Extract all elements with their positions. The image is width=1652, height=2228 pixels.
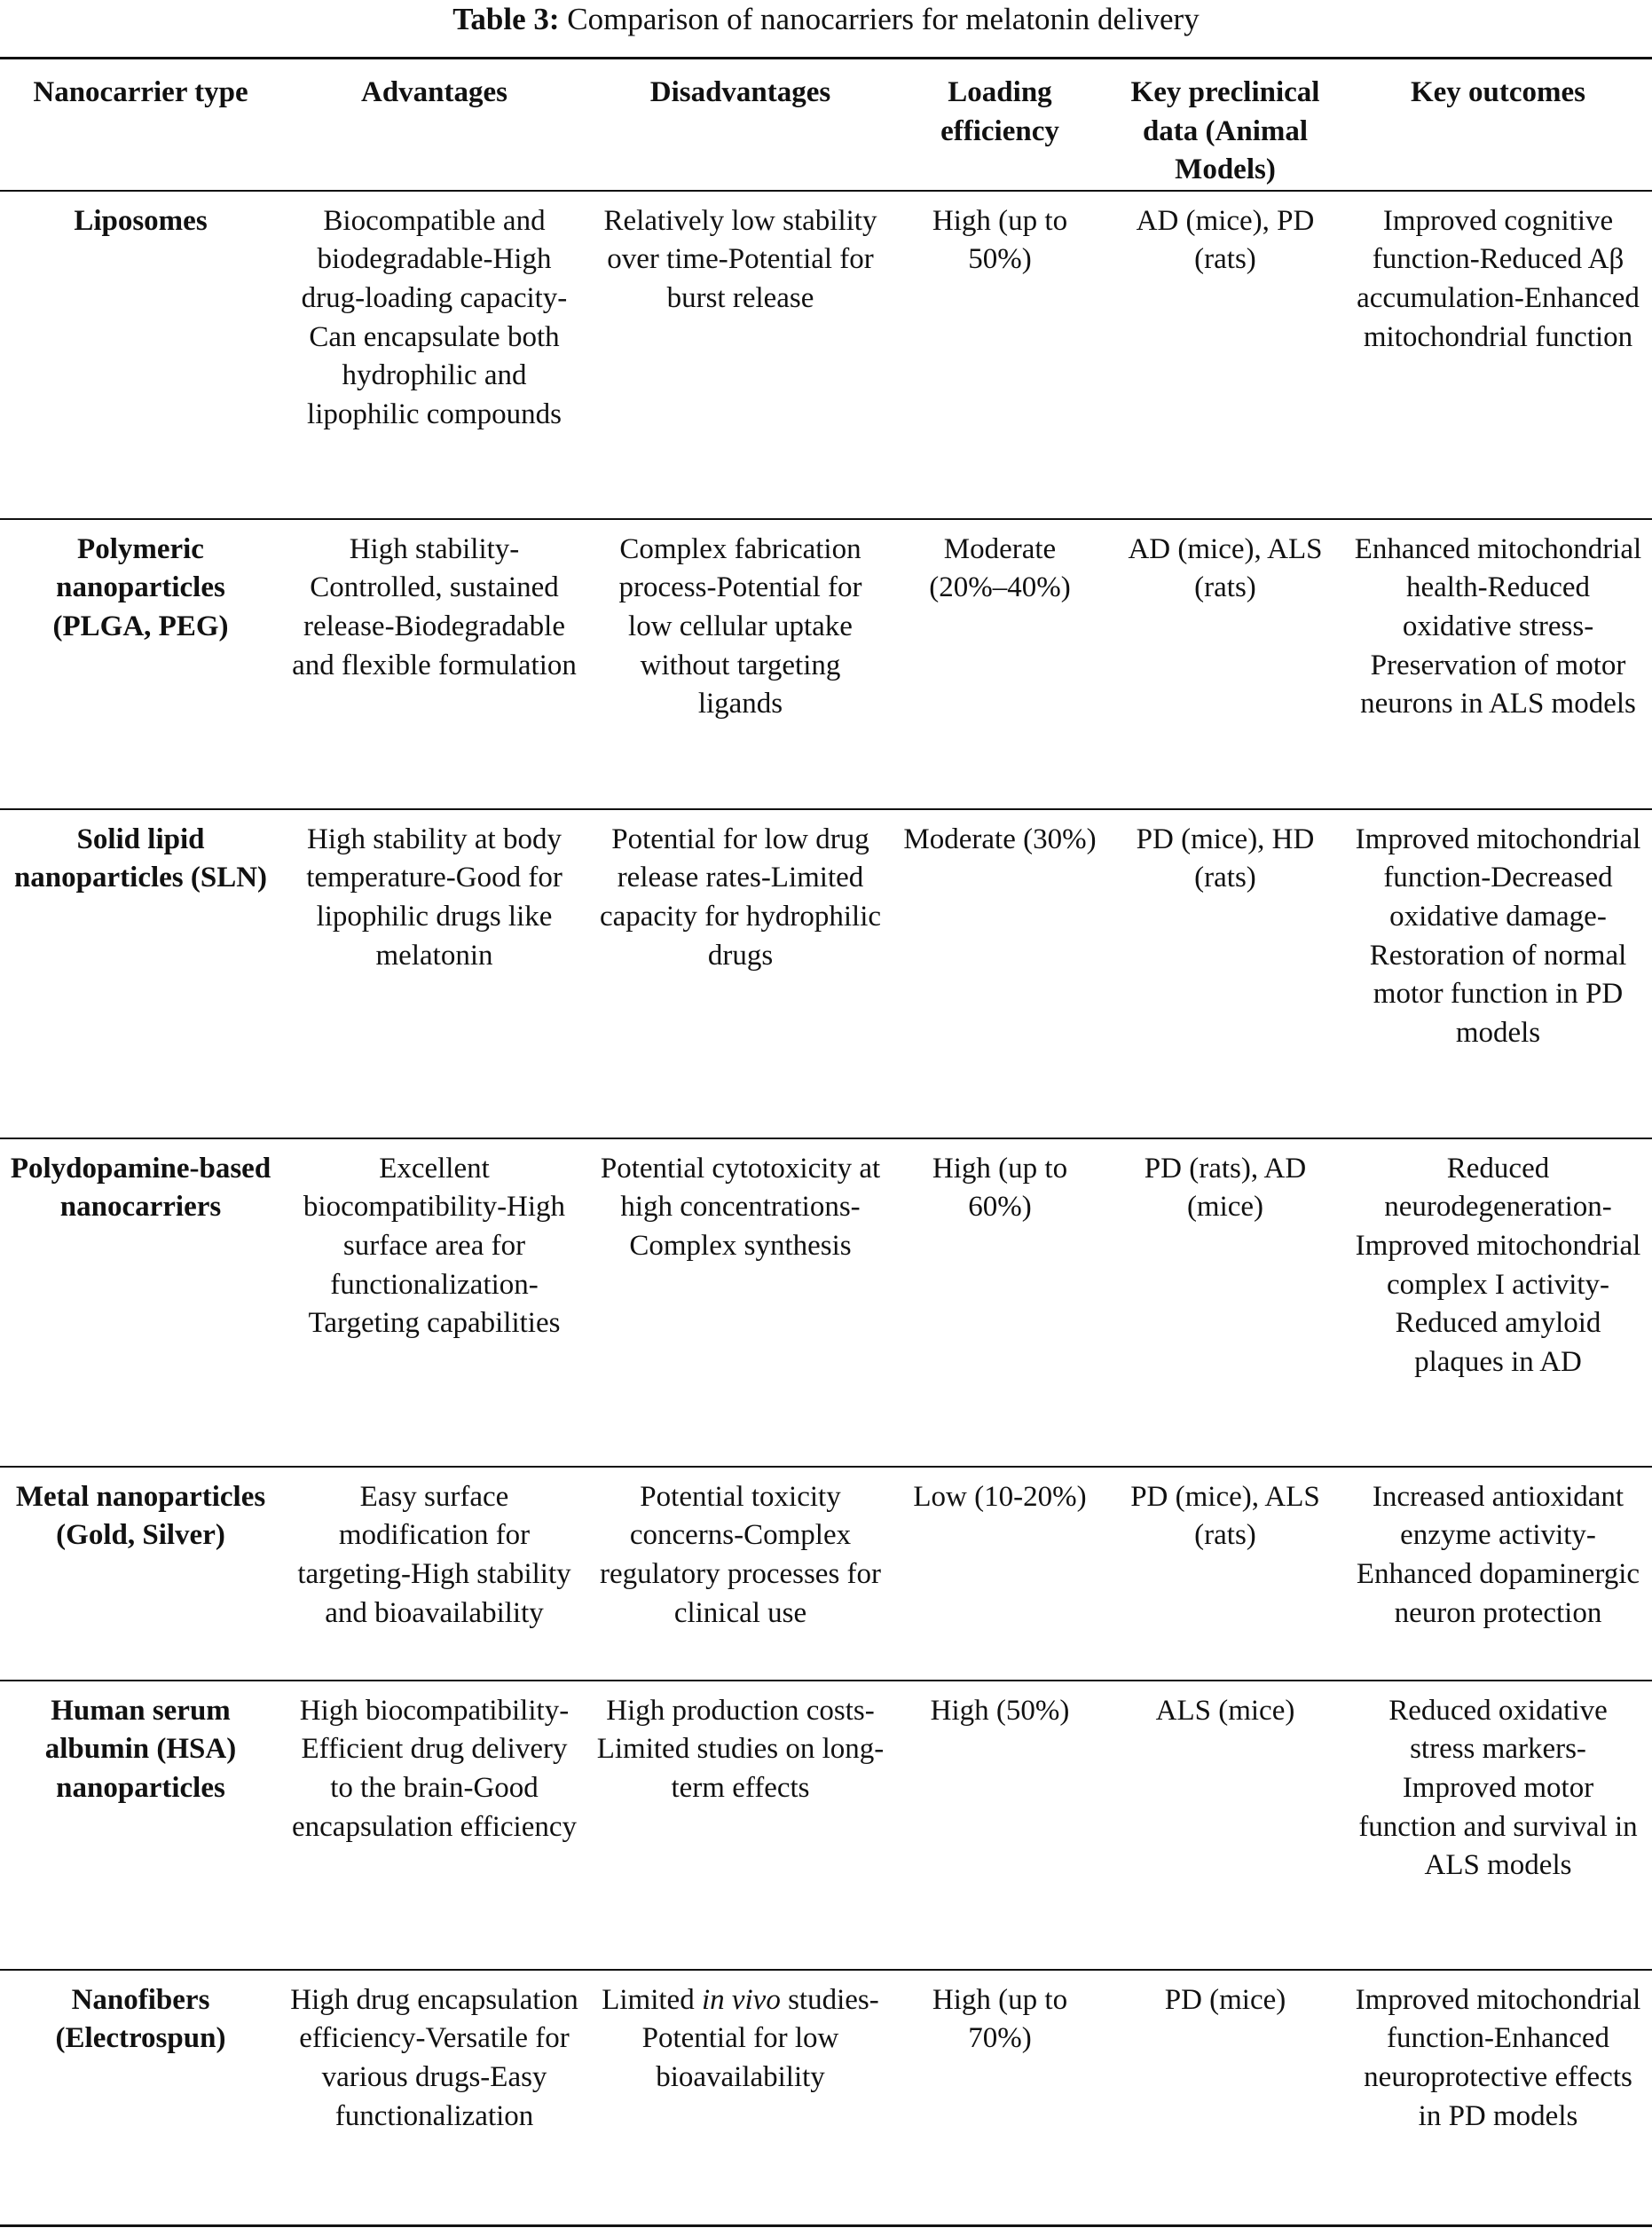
cell-type: Polydopamine-based nanocarriers	[10, 1152, 271, 1224]
cell-preclinical: AD (mice), PD (rats)	[1136, 204, 1315, 276]
cell-outcomes: Improved mitochondrial function-Decreased oxidative damage-Restoration of normal motor function in PD models	[1355, 823, 1641, 1049]
cell-disadvantages: Complex fabrication process-Potential for low cellular uptake without targeting ligands	[618, 532, 862, 720]
header-loading-efficiency: Loading efficiency	[940, 76, 1059, 147]
nanocarrier-comparison-table	[0, 57, 1652, 2227]
cell-disadvantages-italic: in vivo	[701, 1983, 781, 2016]
header-advantages: Advantages	[360, 76, 508, 108]
cell-loading: High (up to 70%)	[932, 1983, 1068, 2055]
cell-loading: High (up to 60%)	[932, 1152, 1068, 1224]
table-caption-text: Comparison of nanocarriers for melatonin delivery	[559, 2, 1200, 36]
cell-preclinical: PD (mice), HD (rats)	[1136, 823, 1315, 894]
table-caption	[0, 0, 1652, 57]
cell-disadvantages: Potential toxicity concerns-Complex regulatory processes for clinical use	[599, 1480, 882, 1629]
cell-type: Liposomes	[74, 204, 208, 237]
table-row	[0, 809, 1652, 1138]
table-row	[0, 1970, 1652, 2226]
table-row	[0, 1681, 1652, 1970]
cell-type: Solid lipid nanoparticles (SLN)	[13, 823, 268, 894]
cell-disadvantages	[587, 1970, 893, 2226]
table-row	[0, 1138, 1652, 1467]
cell-disadvantages: Relatively low stability over time-Potential for burst release	[603, 204, 877, 314]
cell-advantages: Excellent biocompatibility-High surface area for functionalization-Targeting capabilities	[303, 1152, 566, 1340]
cell-preclinical: PD (rats), AD (mice)	[1144, 1152, 1307, 1224]
cell-preclinical: ALS (mice)	[1155, 1694, 1295, 1727]
cell-type: Metal nanoparticles (Gold, Silver)	[15, 1480, 266, 1552]
cell-disadvantages: High production costs-Limited studies on long-term effects	[596, 1694, 885, 1804]
cell-outcomes: Reduced oxidative stress markers-Improved motor function and survival in ALS models	[1358, 1694, 1638, 1882]
cell-advantages: Biocompatible and biodegradable-High drug-loading capacity-Can encapsulate both hydrophilic and lipophilic compounds	[301, 204, 568, 430]
cell-outcomes: Enhanced mitochondrial health-Reduced oxidative stress-Preservation of motor neurons in ALS models	[1354, 532, 1642, 720]
header-key-outcomes: Key outcomes	[1410, 76, 1586, 108]
table-row	[0, 191, 1652, 519]
cell-outcomes: Increased antioxidant enzyme activity-Enhanced dopaminergic neuron protection	[1356, 1480, 1640, 1629]
cell-loading: High (up to 50%)	[932, 204, 1068, 276]
cell-advantages: High biocompatibility-Efficient drug delivery to the brain-Good encapsulation efficiency	[292, 1694, 577, 1843]
cell-disadvantages-pre: Limited	[602, 1983, 702, 2016]
cell-outcomes: Improved cognitive function-Reduced Aβ accumulation-Enhanced mitochondrial function	[1357, 204, 1640, 353]
cell-disadvantages: Potential cytotoxicity at high concentrations-Complex synthesis	[600, 1152, 881, 1262]
table-row	[0, 519, 1652, 809]
table-caption-label: Table 3:	[452, 2, 560, 36]
header-disadvantages: Disadvantages	[649, 76, 831, 108]
cell-preclinical: PD (mice), ALS (rats)	[1130, 1480, 1320, 1552]
cell-advantages: High stability-Controlled, sustained release-Biodegradable and flexible formulation	[292, 532, 577, 681]
cell-preclinical: PD (mice)	[1164, 1983, 1286, 2016]
cell-disadvantages: Potential for low drug release rates-Limited capacity for hydrophilic drugs	[599, 823, 882, 972]
cell-type: Human serum albumin (HSA) nanoparticles	[44, 1694, 237, 1804]
cell-advantages: Easy surface modification for targeting-High stability and bioavailability	[297, 1480, 571, 1629]
cell-loading: Moderate (30%)	[903, 823, 1097, 855]
cell-advantages: High drug encapsulation efficiency-Versatile for various drugs-Easy functionalization	[290, 1983, 578, 2132]
cell-type: Nanofibers (Electrospun)	[55, 1983, 226, 2055]
cell-outcomes: Improved mitochondrial function-Enhanced neuroprotective effects in PD models	[1355, 1983, 1641, 2132]
cell-loading: High (50%)	[930, 1694, 1070, 1727]
table-header-row	[0, 59, 1652, 191]
cell-type: Polymeric nanoparticles (PLGA, PEG)	[52, 532, 229, 642]
cell-preclinical: AD (mice), ALS (rats)	[1128, 532, 1323, 604]
cell-loading: Low (10-20%)	[913, 1480, 1087, 1513]
cell-advantages: High stability at body temperature-Good for lipophilic drugs like melatonin	[306, 823, 562, 972]
header-preclinical-data: Key preclinical data (Animal Models)	[1130, 76, 1320, 186]
table-row	[0, 1467, 1652, 1681]
cell-outcomes: Reduced neurodegeneration-Improved mitochondrial complex I activity-Reduced amyloid plaques in AD	[1355, 1152, 1641, 1378]
header-nanocarrier-type: Nanocarrier type	[33, 76, 248, 108]
cell-disadvantages-post: studies-Potential for low bioavailability	[641, 1983, 879, 2093]
cell-loading: Moderate (20%–40%)	[929, 532, 1071, 604]
